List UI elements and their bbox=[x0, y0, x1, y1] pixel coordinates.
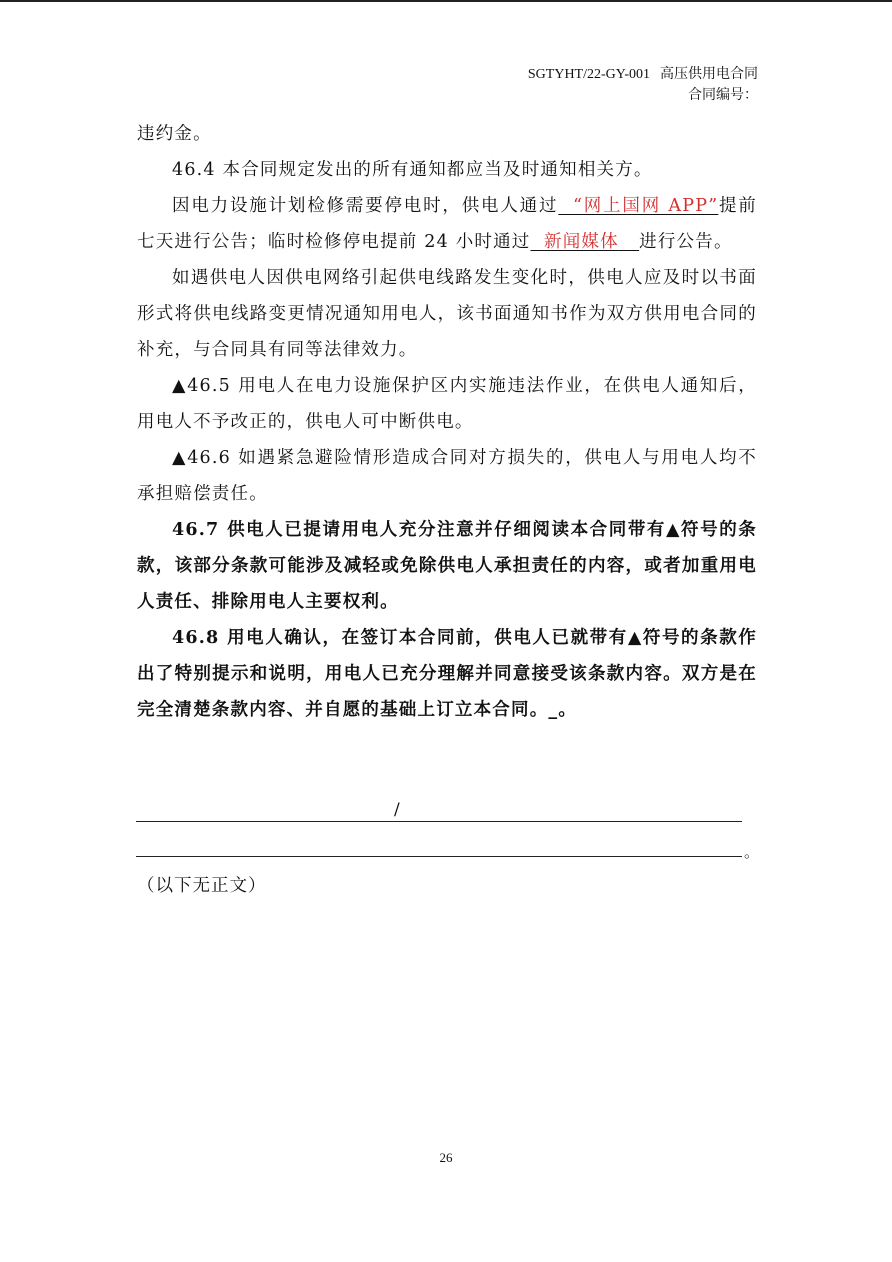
fill-in-channel-temporary bbox=[531, 232, 640, 252]
blank-line-2 bbox=[136, 835, 760, 861]
outage-notice-text-c: 进行公告。 bbox=[639, 232, 733, 252]
paragraph-penalty-tail: 违约金。 bbox=[137, 124, 212, 144]
no-more-text-note: （以下无正文） bbox=[137, 876, 267, 896]
paragraph-46-6: ▲46.6 如遇紧急避险情形造成合同对方损失的，供电人与用电人均不承担赔偿责任。 bbox=[137, 448, 757, 504]
page-header bbox=[528, 64, 758, 106]
fill-in-channel-planned bbox=[558, 196, 718, 216]
fill-in-channel-temporary-value: 新闻媒体 bbox=[544, 232, 619, 252]
contract-title: 高压供用电合同 bbox=[660, 67, 758, 82]
paragraph-46-5: ▲46.5 用电人在电力设施保护区内实施违法作业，在供电人通知后，用电人不予改正的，供电人可中断供电。 bbox=[137, 376, 757, 432]
outage-notice-text-a: 因电力设施计划检修需要停电时，供电人通过 bbox=[172, 196, 559, 216]
paragraph-46-7: 46.7 供电人已提请用电人充分注意并仔细阅读本合同带有▲符号的条款，该部分条款可能涉及减轻或免除供电人承担责任的内容，或者加重用电人责任、排除用电人主要权利。 bbox=[137, 520, 757, 612]
contract-code: SGTYHT/22-GY-001 bbox=[527, 67, 650, 82]
paragraph-line-change: 如遇供电人因供电网络引起供电线路发生变化时，供电人应及时以书面形式将供电线路变更情况通知用电人，该书面通知书作为双方供用电合同的补充，与合同具有同等法律效力。 bbox=[137, 268, 757, 360]
fill-in-channel-planned-value: “网上国网 APP” bbox=[573, 196, 719, 216]
blank-line-1 bbox=[136, 800, 742, 822]
contract-body bbox=[137, 116, 757, 728]
header-line-1 bbox=[528, 64, 758, 85]
blank-fill-lines bbox=[136, 800, 760, 861]
page-number: 26 bbox=[439, 1150, 453, 1165]
paragraph-outage-notice bbox=[137, 188, 757, 260]
page-top-border bbox=[0, 0, 892, 2]
paragraph-46-8: 46.8 用电人确认，在签订本合同前，供电人已就带有▲符号的条款作出了特别提示和说明，用电人已充分理解并同意接受该条款内容。双方是在完全清楚条款内容、并自愿的基础上订立本合同。_。 bbox=[137, 628, 757, 720]
blank-line-slash: / bbox=[394, 800, 400, 820]
paragraph-46-4: 46.4 本合同规定发出的所有通知都应当及时通知相关方。 bbox=[172, 160, 653, 180]
blank-line-end-period: 。 bbox=[744, 843, 760, 861]
outage-notice-text-b: 提前七天进行公告；临时检修停电提前 24 小时通过 bbox=[137, 196, 758, 252]
contract-number-label: 合同编号： bbox=[688, 88, 758, 103]
